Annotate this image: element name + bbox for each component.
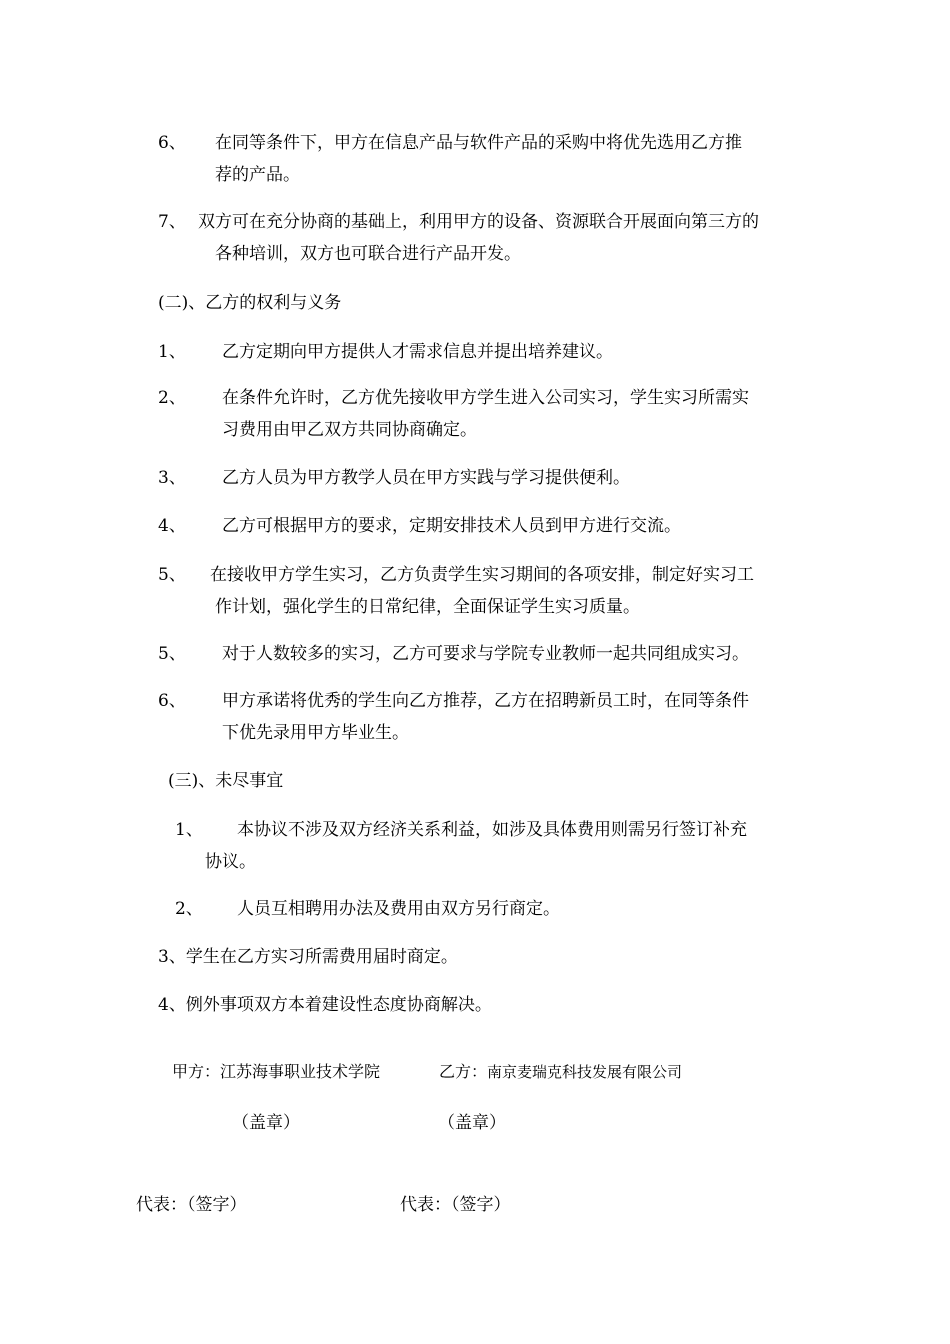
item-text: 在接收甲方学生实习，乙方负责学生实习期间的各项安排，制定好实习工 [210, 565, 754, 585]
rep-a: 代表：（签字） [136, 1195, 247, 1215]
item-text: 乙方可根据甲方的要求，定期安排技术人员到甲方进行交流。 [222, 516, 681, 536]
item-text: 乙方人员为甲方教学人员在甲方实践与学习提供便利。 [222, 468, 630, 488]
item-number: 3、 [158, 468, 186, 488]
item-number: 5、 [158, 565, 186, 585]
item-number: 4、 [158, 516, 186, 536]
item-number: 1、 [175, 820, 203, 840]
rep-b: 代表：（签字） [400, 1195, 511, 1215]
item-number: 6、 [158, 133, 186, 153]
item-text: 在条件允许时，乙方优先接收甲方学生进入公司实习，学生实习所需实 [222, 388, 749, 408]
item-text: 乙方定期向甲方提供人才需求信息并提出培养建议。 [222, 342, 613, 362]
item-text: 习费用由甲乙双方共同协商确定。 [222, 420, 477, 440]
item-number: 6、 [158, 691, 186, 711]
item-text: 协议。 [205, 852, 256, 872]
seal-b: （盖章） [438, 1113, 506, 1133]
item-text: 在同等条件下，甲方在信息产品与软件产品的采购中将优先选用乙方推 [215, 133, 742, 153]
item-text: 对于人数较多的实习，乙方可要求与学院专业教师一起共同组成实习。 [222, 644, 749, 664]
item-text: 双方可在充分协商的基础上，利用甲方的设备、资源联合开展面向第三方的 [198, 212, 759, 232]
item-text: 人员互相聘用办法及费用由双方另行商定。 [237, 899, 560, 919]
party-b-name: 南京麦瑞克科技发展有限公司 [487, 1063, 683, 1081]
item-number: 7、 [158, 212, 186, 232]
item-text: 作计划，强化学生的日常纪律，全面保证学生实习质量。 [215, 597, 640, 617]
item-text: 甲方承诺将优秀的学生向乙方推荐，乙方在招聘新员工时，在同等条件 [222, 691, 749, 711]
party-b-prefix: 乙方： [439, 1062, 488, 1081]
item-number: 1、 [158, 342, 186, 362]
seal-a: （盖章） [232, 1113, 300, 1133]
item-number: 2、 [158, 388, 186, 408]
item-text: 本协议不涉及双方经济关系利益，如涉及具体费用则需另行签订补充 [237, 820, 747, 840]
item-text: 各种培训，双方也可联合进行产品开发。 [215, 244, 521, 264]
item-number: 2、 [175, 899, 203, 919]
item-text: 荐的产品。 [215, 165, 300, 185]
item-number: 5、 [158, 644, 186, 664]
item-text: 下优先录用甲方毕业生。 [222, 723, 409, 743]
party-a-label: 甲方：江苏海事职业技术学院 [172, 1062, 381, 1081]
